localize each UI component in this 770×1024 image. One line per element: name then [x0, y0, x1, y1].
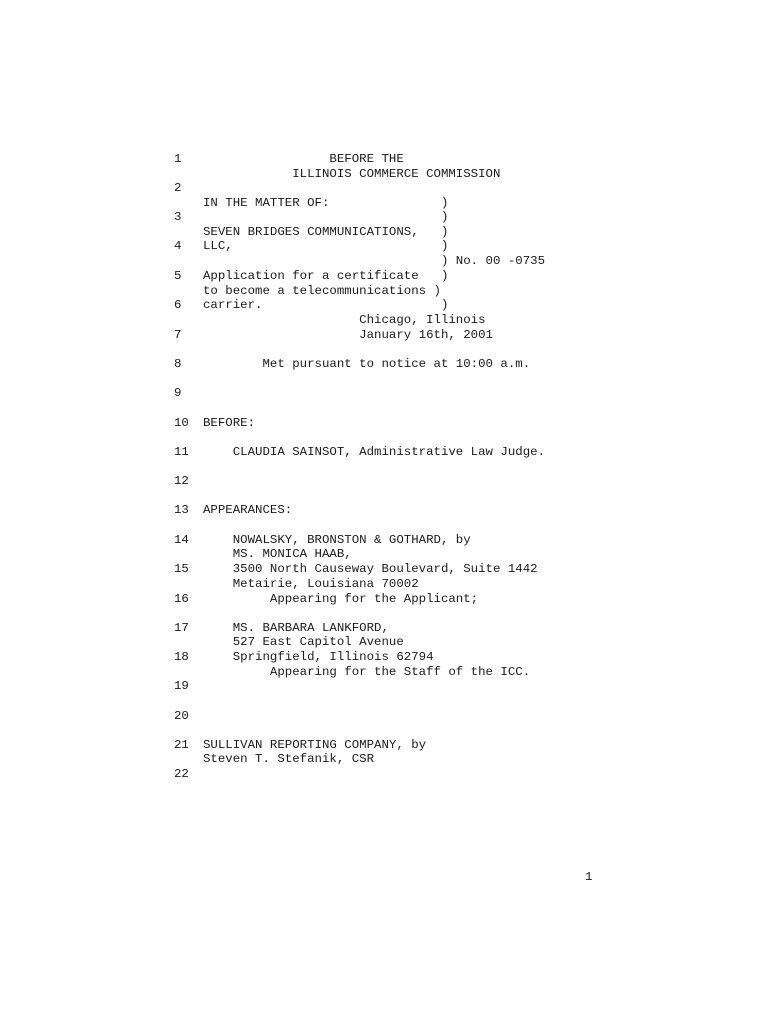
- line-number: 12: [174, 474, 189, 488]
- line-text: January 16th, 2001: [203, 328, 493, 342]
- line-text: ILLINOIS COMMERCE COMMISSION: [203, 167, 501, 181]
- transcript-line: [174, 210, 448, 225]
- transcript-line: [174, 284, 441, 299]
- transcript-line: [174, 328, 493, 343]
- line-number: 2: [174, 181, 182, 195]
- transcript-line: [174, 152, 404, 167]
- line-text: 3500 North Causeway Boulevard, Suite 1442: [203, 562, 538, 576]
- transcript-line: [174, 357, 530, 372]
- transcript-line: [174, 592, 478, 607]
- line-number: 6: [174, 298, 182, 312]
- transcript-line: [174, 181, 203, 196]
- line-text: ) No. 00 -0735: [203, 254, 546, 268]
- transcript-line: [174, 269, 448, 284]
- line-text: NOWALSKY, BRONSTON & GOTHARD, by: [203, 533, 471, 547]
- transcript-line: [174, 445, 545, 460]
- line-text: Steven T. Stefanik, CSR: [203, 752, 375, 766]
- line-number: 18: [174, 650, 189, 664]
- line-text: Springfield, Illinois 62794: [203, 650, 434, 664]
- line-text: MS. MONICA HAAB,: [203, 547, 352, 561]
- line-text: Appearing for the Staff of the ICC.: [203, 665, 531, 679]
- transcript-line: [174, 313, 486, 328]
- line-number: 7: [174, 328, 182, 342]
- line-number: 1: [174, 152, 182, 166]
- line-text: SULLIVAN REPORTING COMPANY, by: [203, 738, 427, 752]
- line-text: Appearing for the Applicant;: [203, 592, 479, 606]
- transcript-line: [174, 621, 389, 636]
- line-number: 17: [174, 621, 189, 635]
- line-text: BEFORE THE: [203, 152, 404, 166]
- transcript-line: [174, 547, 352, 562]
- line-number: 22: [174, 767, 189, 781]
- transcript-line: [174, 679, 203, 694]
- transcript-line: [174, 562, 538, 577]
- transcript-line: [174, 167, 500, 182]
- line-number: 14: [174, 533, 189, 547]
- transcript-line: [174, 635, 404, 650]
- transcript-line: [174, 503, 292, 518]
- line-text: Chicago, Illinois: [203, 313, 486, 327]
- transcript-line: [174, 386, 203, 401]
- transcript-line: [174, 533, 471, 548]
- line-number: 21: [174, 738, 189, 752]
- transcript-line: [174, 239, 448, 254]
- line-number: 9: [174, 386, 182, 400]
- transcript-line: [174, 298, 448, 313]
- line-text: LLC, ): [203, 239, 449, 253]
- transcript-line: [174, 225, 448, 240]
- line-number: 19: [174, 679, 189, 693]
- transcript-line: [174, 196, 448, 211]
- transcript-line: [174, 416, 255, 431]
- transcript-line: [174, 577, 419, 592]
- line-number: 15: [174, 562, 189, 576]
- page-number: 1: [585, 870, 593, 884]
- line-text: SEVEN BRIDGES COMMUNICATIONS, ): [203, 225, 449, 239]
- line-number: 8: [174, 357, 182, 371]
- line-number: 13: [174, 503, 189, 517]
- line-number: 20: [174, 709, 189, 723]
- transcript-line: [174, 738, 426, 753]
- line-text: 527 East Capitol Avenue: [203, 635, 404, 649]
- transcript-line: [174, 474, 203, 489]
- line-text: Met pursuant to notice at 10:00 a.m.: [203, 357, 531, 371]
- line-number: 4: [174, 239, 182, 253]
- line-text: ): [203, 210, 449, 224]
- transcript-line: [174, 254, 545, 269]
- line-number: 3: [174, 210, 182, 224]
- transcript-line: [174, 650, 434, 665]
- line-text: carrier. ): [203, 298, 449, 312]
- line-number: 10: [174, 416, 189, 430]
- line-number: 16: [174, 592, 189, 606]
- line-text: to become a telecommunications ): [203, 284, 441, 298]
- transcript-line: [174, 767, 203, 782]
- transcript-line: [174, 709, 203, 724]
- line-number: 5: [174, 269, 182, 283]
- line-text: BEFORE:: [203, 416, 256, 430]
- line-text: Metairie, Louisiana 70002: [203, 577, 419, 591]
- transcript-line: [174, 752, 374, 767]
- line-text: Application for a certificate ): [203, 269, 449, 283]
- line-number: 11: [174, 445, 189, 459]
- line-text: APPEARANCES:: [203, 503, 293, 517]
- line-text: CLAUDIA SAINSOT, Administrative Law Judge.: [203, 445, 546, 459]
- transcript-line: [174, 665, 530, 680]
- line-text: MS. BARBARA LANKFORD,: [203, 621, 389, 635]
- line-text: IN THE MATTER OF: ): [203, 196, 449, 210]
